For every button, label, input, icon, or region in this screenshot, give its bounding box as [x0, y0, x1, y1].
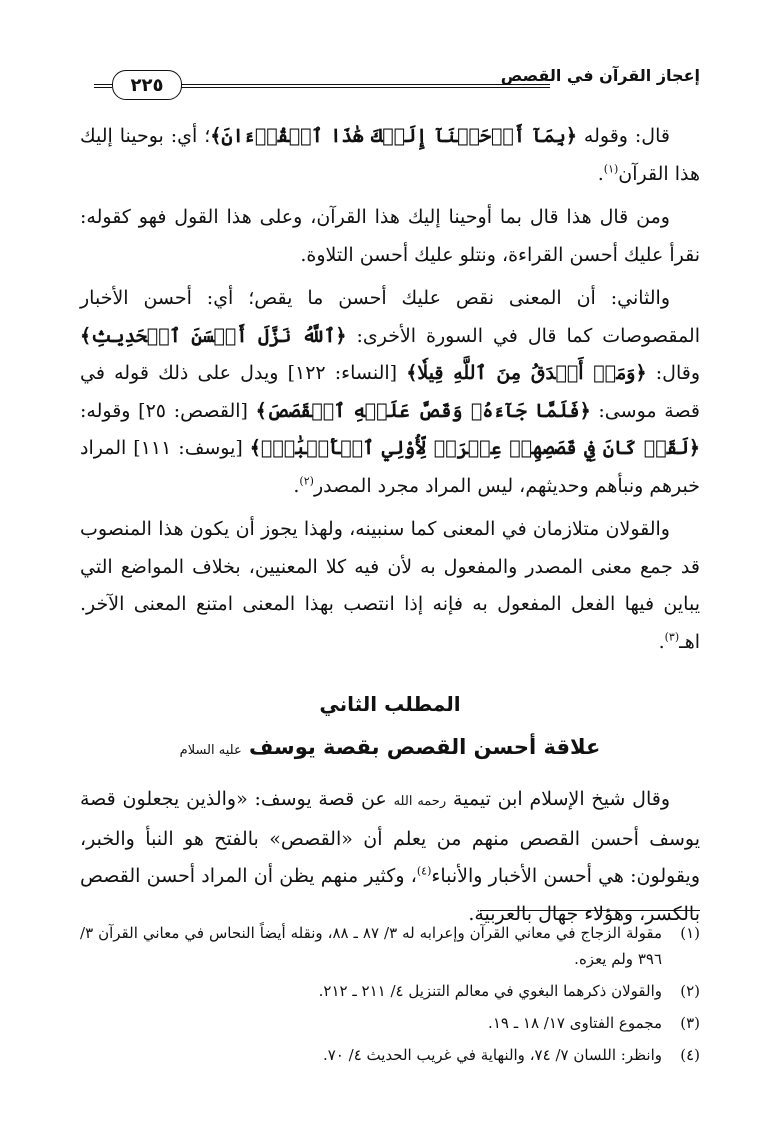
page-number: ٢٢٥ [112, 70, 182, 100]
text-run: ؛ أي: بوحينا إليك هذا القرآن [80, 125, 700, 185]
footnote-ref[interactable]: (٢) [299, 474, 314, 488]
footnote [80, 1042, 700, 1068]
subtitle-text: علاقة أحسن القصص بقصة يوسف [249, 735, 601, 759]
footnote-ref[interactable]: (١) [603, 162, 619, 176]
text-run: قال: وقوله [577, 125, 670, 147]
footnote-number: (٢) [680, 982, 700, 1000]
footnote-text: مجموع الفتاوى ١٧/ ١٨ ـ ١٩. [488, 1014, 662, 1032]
quran-verse: ﴿ٱللَّهُ نَزَّلَ أَحۡسَنَ ٱلۡحَدِيثِ﴾ [80, 324, 347, 347]
footnote-number: (٣) [680, 1014, 700, 1032]
running-title: إعجاز القرآن في القصص [500, 66, 700, 85]
text-run: ، وكثير منهم يظن أن المراد أحسن القصص بالكسر، وهؤلاء جهال بالعربية. [80, 865, 700, 925]
quran-verse: ﴿لَقَدۡ كَانَ فِي قَصَصِهِمۡ عِبۡرَةٞ لِّأُوْلِي ٱلۡأَلۡبَٰبِۗ﴾ [249, 437, 700, 459]
footnote-ref[interactable]: (٣) [664, 630, 680, 644]
honorific-glyph: رحمه الله [393, 794, 447, 809]
text-run: . [293, 474, 300, 497]
text-run: والثاني: أن المعنى نقص عليك أحسن ما يقص؛ أي: أحسن الأخبار المقصوصات كما قال في السورة الأخرى: [80, 287, 701, 347]
paragraph-1 [80, 118, 700, 193]
text-run: . [597, 162, 604, 185]
main-text [80, 118, 700, 939]
text-run: عن قصة يوسف: «والذين يجعلون قصة يوسف أحسن القصص منهم من يعلم أن «القصص» بالفتح هو النبأ والخبر، ويقولون: هي أحسن الأخبار والأنباء [80, 788, 700, 887]
paragraph-3 [80, 280, 700, 505]
text-run: . [658, 630, 665, 653]
footnote-number: (١) [680, 924, 700, 942]
footnote [80, 1010, 700, 1036]
honorific-glyph: عليه السلام [179, 743, 242, 758]
section-title: المطلب الثاني [319, 692, 461, 716]
page-header [80, 60, 700, 94]
footnote [80, 978, 700, 1004]
quran-verse: ﴿وَمَنۡ أَصۡدَقُ مِنَ ٱللَّهِ قِيلٗا﴾ [406, 362, 647, 384]
header-rule [180, 84, 550, 88]
quran-verse: ﴿فَلَمَّا جَآءَهُۥ وَقَصَّ عَلَيۡهِ ٱلۡقَصَصَ﴾ [255, 399, 591, 422]
quran-verse: ﴿بِمَآ أَوۡحَيۡنَآ إِلَيۡكَ هَٰذَا ٱلۡقُرۡءَانَ﴾ [210, 125, 577, 147]
footnote-separator [480, 910, 700, 911]
text-run: [النساء: ١٢٢] ويدل على ذلك قوله في قصة موسى: [80, 362, 701, 422]
section-subtitle [80, 727, 700, 771]
paragraph-2: ومن قال هذا قال بما أوحينا إليك هذا القرآن، وعلى هذا القول فهو كقوله: نقرأ عليك أحسن القراءة، ونتلو عليك أحسن التلاوة. [80, 206, 700, 266]
text-run: [القصص: ٢٥] وقوله: [80, 399, 256, 422]
text-run: [يوسف: ١١١] المراد خبرهم ونبأهم وحديثهم، ليس المراد مجرد المصدر [80, 437, 700, 497]
footnotes [80, 920, 700, 1074]
header-rule-short [94, 84, 112, 88]
footnote [80, 920, 700, 972]
footnote-ref[interactable]: (٤) [416, 864, 432, 878]
footnote-text: وانظر: اللسان ٧/ ٧٤، والنهاية في غريب الحديث ٤/ ٧٠. [322, 1046, 662, 1064]
footnote-text: والقولان ذكرهما البغوي في معالم التنزيل ٤/ ٢١١ ـ ٢١٢. [318, 982, 662, 1000]
text-run: وقال: [646, 362, 700, 384]
footnote-text: مقولة الزجاج في معاني القرآن وإعرابه له ٣/ ٨٧ ـ ٨٨، ونقله أيضاً النحاس في معاني القرآن ٣/ ٣٩٦ ولم يعزه. [80, 924, 662, 968]
footnote-number: (٤) [680, 1046, 700, 1064]
text-run: والقولان متلازمان في المعنى كما سنبينه، ولهذا يجوز أن يكون هذا المنصوب قد جمع معنى المصدر والمفعول به لأن فيه كلا المعنيين، بخلاف المواضع التي يباين فيها الفعل المفعول به فإنه إذا انتصب بهذا المعنى امتنع المعنى الآخر. اهـ [80, 518, 700, 653]
paragraph-4 [80, 511, 700, 661]
text-run: وقال شيخ الإسلام ابن تيمية [446, 788, 670, 810]
